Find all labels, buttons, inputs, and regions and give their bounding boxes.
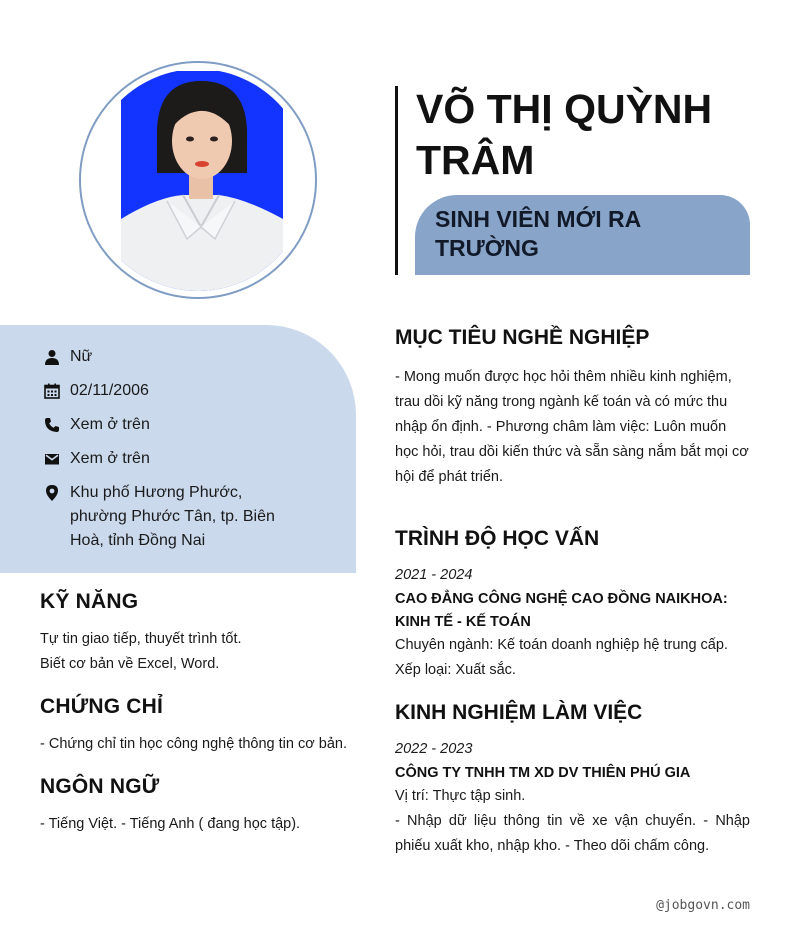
calendar-icon <box>44 379 60 403</box>
address-text: Khu phố Hương Phước, phường Phước Tân, tp. Biên Hoà, tỉnh Đồng Nai <box>70 484 275 549</box>
job-title: SINH VIÊN MỚI RA TRƯỜNG <box>435 206 641 261</box>
email-text: Xem ở trên <box>70 450 150 467</box>
avatar-ring <box>79 61 317 299</box>
job-title-box <box>415 195 750 275</box>
avatar <box>87 69 309 291</box>
languages-text: - Tiếng Việt. - Tiếng Anh ( đang học tập). <box>40 816 301 832</box>
skills-line-2: Biết cơ bản về Excel, Word. <box>40 656 220 672</box>
experience-period: 2022 - 2023 <box>395 741 473 757</box>
person-icon <box>44 345 60 369</box>
objective-heading: MỤC TIÊU NGHỀ NGHIỆP <box>395 326 650 349</box>
gender-text: Nữ <box>70 348 93 365</box>
contact-email <box>44 447 300 471</box>
objective-text: - Mong muốn được học hỏi thêm nhiều kinh nghiệm, trau dồi kỹ năng trong ngành kế toán và có mức thu nhập ổn định. - Phương châm làm việc: Luôn muốn học hỏi, trau dồi kiến thức và sẵn sàng nắm bắt mọi cơ hội để phát triển. <box>395 369 749 485</box>
contact-birthday <box>44 379 300 403</box>
phone-icon <box>44 413 60 437</box>
education-heading: TRÌNH ĐỘ HỌC VẤN <box>395 527 600 550</box>
education-period: 2021 - 2024 <box>395 567 473 583</box>
certificates-heading: CHỨNG CHỈ <box>40 695 164 718</box>
languages-heading: NGÔN NGỮ <box>40 775 160 798</box>
portrait-photo <box>87 69 309 291</box>
contact-address <box>44 481 300 553</box>
certificates-text: - Chứng chỉ tin học công nghệ thông tin cơ bản. <box>40 736 347 752</box>
experience-heading: KINH NGHIỆM LÀM VIỆC <box>395 701 643 724</box>
skills-heading: KỸ NĂNG <box>40 590 139 613</box>
contact-gender <box>44 345 300 369</box>
birthday-text: 02/11/2006 <box>70 382 149 399</box>
name-accent-bar <box>395 86 398 275</box>
education-school: CAO ĐẲNG CÔNG NGHỆ CAO ĐỒNG NAIKHOA: KINH TẾ - KẾ TOÁN <box>395 591 728 630</box>
education-grade: Xếp loại: Xuất sắc. <box>395 662 516 678</box>
contact-phone <box>44 413 300 437</box>
watermark: @jobgovn.com <box>656 898 750 913</box>
skills-line-1: Tự tin giao tiếp, thuyết trình tốt. <box>40 631 242 647</box>
education-major: Chuyên ngành: Kế toán doanh nghiệp hệ trung cấp. <box>395 637 728 653</box>
experience-company: CÔNG TY TNHH TM XD DV THIÊN PHÚ GIA <box>395 765 691 781</box>
experience-position: Vị trí: Thực tập sinh. <box>395 788 526 804</box>
location-pin-icon <box>44 481 60 505</box>
phone-text: Xem ở trên <box>70 416 150 433</box>
mail-icon <box>44 447 60 471</box>
experience-duties: - Nhập dữ liệu thông tin về xe vận chuyển. - Nhập phiếu xuất kho, nhập kho. - Theo dõi chấm công. <box>395 813 750 854</box>
candidate-name: VÕ THỊ QUỲNH TRÂM <box>416 86 713 183</box>
